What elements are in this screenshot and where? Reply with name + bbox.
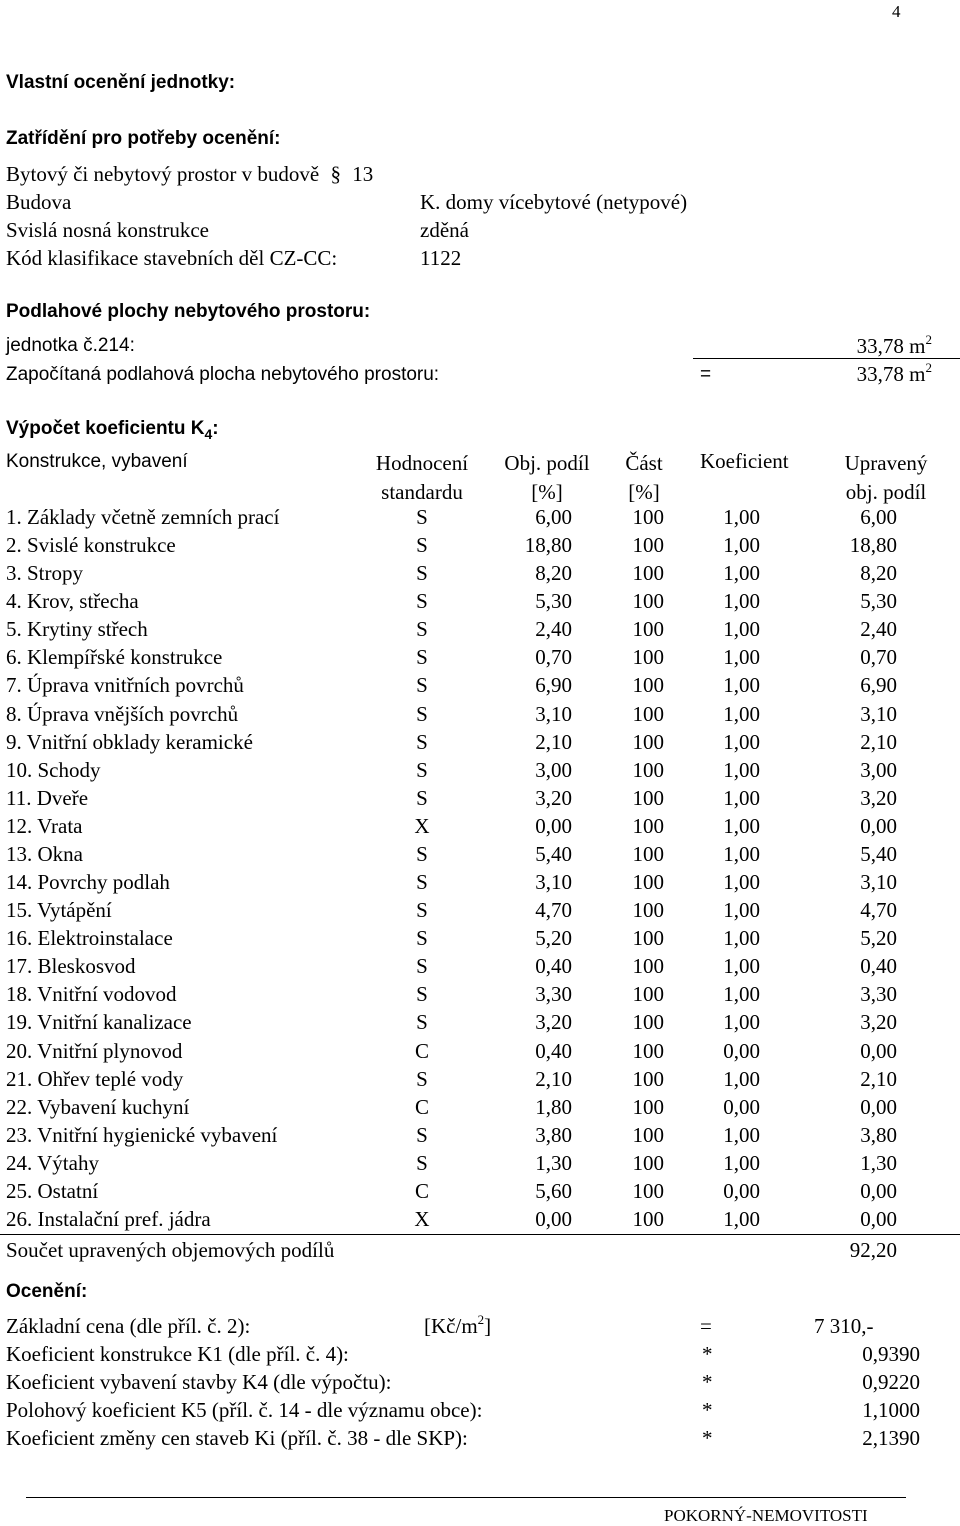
- row-name: 2. Svislé konstrukce: [6, 533, 176, 558]
- row-part: 100: [632, 1122, 664, 1147]
- row-part: 100: [632, 1010, 664, 1035]
- row-name: 19. Vnitřní kanalizace: [6, 1010, 192, 1035]
- row-part: 100: [632, 841, 664, 866]
- row-part: 100: [632, 673, 664, 698]
- table-row: [0, 645, 960, 673]
- classification-line1-ref: 13: [352, 162, 374, 186]
- row-adjusted-share: 2,40: [860, 617, 897, 642]
- table-row: [0, 730, 960, 758]
- row-standard: S: [416, 898, 428, 923]
- row-standard: C: [414, 1178, 430, 1203]
- row-adjusted-share: 0,00: [860, 1094, 897, 1119]
- row-coefficient: 1,00: [723, 785, 760, 810]
- row-adjusted-share: 3,10: [860, 701, 897, 726]
- row-adjusted-share: 8,20: [860, 561, 897, 586]
- row-name: 6. Klempířské konstrukce: [6, 645, 223, 670]
- row-volume-share: 3,30: [535, 982, 572, 1007]
- row-part: 100: [632, 785, 664, 810]
- table-row: [0, 1207, 960, 1235]
- table-row: [0, 898, 960, 926]
- row-standard: C: [414, 1094, 430, 1119]
- row-part: 100: [632, 1066, 664, 1091]
- row-adjusted-share: 0,00: [860, 813, 897, 838]
- classification-label: Budova: [6, 190, 72, 214]
- coefficient-label: Koeficient konstrukce K1 (dle příl. č. 4):: [6, 1342, 349, 1366]
- row-standard: S: [416, 785, 428, 810]
- row-coefficient: 1,00: [723, 1207, 760, 1231]
- counted-area-value: 33,78 $m^2$: [856, 360, 932, 386]
- row-name: 8. Úprava vnějších povrchů: [6, 701, 239, 726]
- row-adjusted-share: 1,30: [860, 1150, 897, 1175]
- table-row: [0, 982, 960, 1010]
- row-coefficient: 1,00: [723, 505, 760, 529]
- coefficient-value: 1,1000: [862, 1398, 920, 1422]
- row-adjusted-share: 2,10: [860, 1066, 897, 1091]
- row-part: 100: [632, 954, 664, 979]
- row-adjusted-share: 3,20: [860, 1010, 897, 1035]
- row-name: 22. Vybavení kuchyní: [6, 1094, 190, 1119]
- row-volume-share: 3,20: [535, 1010, 572, 1035]
- sum-rule-line: [693, 358, 960, 359]
- base-price-label: Základní cena (dle příl. č. 2):: [6, 1314, 251, 1338]
- coefficient-op: *: [702, 1426, 713, 1450]
- row-name: 9. Vnitřní obklady keramické: [6, 729, 253, 754]
- row-standard: S: [416, 645, 428, 670]
- floor-area-heading: Podlahové plochy nebytového prostoru:: [6, 301, 371, 322]
- row-coefficient: 1,00: [723, 841, 760, 866]
- row-part: 100: [632, 757, 664, 782]
- row-volume-share: 6,00: [535, 505, 572, 529]
- row-adjusted-share: 6,90: [860, 673, 897, 698]
- row-volume-share: 2,10: [535, 729, 572, 754]
- row-coefficient: 1,00: [723, 870, 760, 895]
- row-name: 14. Povrchy podlah: [6, 870, 170, 895]
- row-adjusted-share: 6,00: [860, 505, 897, 529]
- row-part: 100: [632, 561, 664, 586]
- classification-value: 1122: [420, 246, 462, 270]
- row-part: 100: [632, 1207, 664, 1231]
- row-standard: X: [414, 813, 430, 838]
- table-row: [0, 1123, 960, 1151]
- row-adjusted-share: 0,00: [860, 1178, 897, 1203]
- row-standard: S: [416, 533, 428, 558]
- coefficient-value: 0,9220: [862, 1370, 920, 1394]
- row-part: 100: [632, 813, 664, 838]
- row-standard: S: [416, 1122, 428, 1147]
- row-adjusted-share: 0,00: [860, 1207, 897, 1231]
- row-volume-share: 3,00: [535, 757, 572, 782]
- row-part: 100: [632, 926, 664, 951]
- base-price-unit: $[Kč/m^2]$: [424, 1312, 492, 1338]
- coefficient-label: Koeficient vybavení stavby K4 (dle výpočtu):: [6, 1370, 392, 1394]
- row-coefficient: 0,00: [723, 1094, 760, 1119]
- row-standard: S: [416, 1066, 428, 1091]
- classification-line1: [6, 162, 373, 187]
- sum-value: 92,20: [849, 1238, 897, 1262]
- valuation-heading: Ocenění:: [6, 1281, 88, 1302]
- row-standard: S: [416, 617, 428, 642]
- row-adjusted-share: 3,20: [860, 785, 897, 810]
- table-row: [0, 561, 960, 589]
- row-standard: X: [414, 1207, 430, 1231]
- row-part: 100: [632, 982, 664, 1007]
- table-row: [0, 1010, 960, 1038]
- classification-label: Kód klasifikace stavebních děl CZ-CC:: [6, 246, 338, 270]
- row-standard: C: [414, 1038, 430, 1063]
- page-number: 4: [892, 2, 901, 21]
- row-name: 1. Základy včetně zemních prací: [6, 505, 280, 529]
- table-row: [0, 954, 960, 982]
- section-heading-own-valuation: Vlastní ocenění jednotky:: [6, 72, 236, 93]
- table-row: [0, 702, 960, 730]
- row-coefficient: 1,00: [723, 673, 760, 698]
- row-adjusted-share: 5,30: [860, 589, 897, 614]
- row-adjusted-share: 2,10: [860, 729, 897, 754]
- row-coefficient: 1,00: [723, 1010, 760, 1035]
- row-coefficient: 1,00: [723, 589, 760, 614]
- row-standard: S: [416, 870, 428, 895]
- row-volume-share: 0,70: [535, 645, 572, 670]
- unit-area-value: 33,78 $m^2$: [856, 332, 932, 358]
- coefficient-label: Koeficient změny cen staveb Ki (příl. č. 38 - dle SKP):: [6, 1426, 468, 1450]
- row-part: 100: [632, 729, 664, 754]
- table-row: [0, 505, 960, 533]
- table-row: [0, 673, 960, 701]
- row-adjusted-share: 0,00: [860, 1038, 897, 1063]
- row-part: 100: [632, 533, 664, 558]
- row-adjusted-share: 5,40: [860, 841, 897, 866]
- base-price-value: 7 310,-: [814, 1314, 874, 1338]
- row-volume-share: 3,80: [535, 1122, 572, 1147]
- footer-rule-line: [466, 1497, 906, 1498]
- row-standard: S: [416, 757, 428, 782]
- coefficient-value: 2,1390: [862, 1426, 920, 1450]
- row-coefficient: 1,00: [723, 982, 760, 1007]
- row-volume-share: 2,40: [535, 617, 572, 642]
- row-coefficient: 1,00: [723, 561, 760, 586]
- counted-area-label: Započítaná podlahová plocha nebytového prostoru:: [6, 364, 440, 385]
- row-name: 21. Ohřev teplé vody: [6, 1066, 184, 1091]
- table-row: [0, 870, 960, 898]
- row-adjusted-share: 3,10: [860, 870, 897, 895]
- table-row: [0, 1151, 960, 1179]
- table-row: [0, 814, 960, 842]
- row-adjusted-share: 0,40: [860, 954, 897, 979]
- row-name: 13. Okna: [6, 841, 83, 866]
- col-header-standard: Hodnocení standardu: [375, 451, 469, 504]
- row-coefficient: 1,00: [723, 1066, 760, 1091]
- row-name: 3. Stropy: [6, 561, 84, 586]
- row-volume-share: 6,90: [535, 673, 572, 698]
- row-coefficient: 1,00: [723, 617, 760, 642]
- row-volume-share: 1,80: [535, 1094, 572, 1119]
- table-row: [0, 1067, 960, 1095]
- row-name: 23. Vnitřní hygienické vybavení: [6, 1122, 278, 1147]
- row-part: 100: [632, 617, 664, 642]
- row-coefficient: 1,00: [723, 813, 760, 838]
- col-header-adjusted-share: Upravený obj. podíl: [844, 451, 928, 504]
- row-coefficient: 1,00: [723, 926, 760, 951]
- row-name: 16. Elektroinstalace: [6, 926, 173, 951]
- table-row: [0, 617, 960, 645]
- row-volume-share: 5,30: [535, 589, 572, 614]
- row-adjusted-share: 5,20: [860, 926, 897, 951]
- table-row: [0, 1179, 960, 1207]
- row-name: 11. Dveře: [6, 785, 89, 810]
- unit-label: jednotka č.214:: [6, 335, 135, 356]
- row-name: 10. Schody: [6, 757, 101, 782]
- table-row: [0, 926, 960, 954]
- row-adjusted-share: 3,00: [860, 757, 897, 782]
- row-standard: S: [416, 1150, 428, 1175]
- row-standard: S: [416, 701, 428, 726]
- row-standard: S: [416, 982, 428, 1007]
- row-name: 24. Výtahy: [6, 1150, 99, 1175]
- row-standard: S: [416, 589, 428, 614]
- row-name: 20. Vnitřní plynovod: [6, 1038, 183, 1063]
- row-adjusted-share: 3,80: [860, 1122, 897, 1147]
- row-coefficient: 1,00: [723, 1150, 760, 1175]
- row-standard: S: [416, 729, 428, 754]
- row-coefficient: 1,00: [723, 1122, 760, 1147]
- row-name: 17. Bleskosvod: [6, 954, 136, 979]
- counted-area-eq: =: [700, 364, 712, 385]
- col-header-part: Část [%]: [625, 451, 663, 504]
- row-name: 12. Vrata: [6, 813, 83, 838]
- k4-heading: Výpočet koeficientu $K_4$:: [6, 418, 219, 442]
- classification-line1-text: Bytový či nebytový prostor v budově: [6, 162, 320, 186]
- row-standard: S: [416, 954, 428, 979]
- table-row: [0, 1039, 960, 1067]
- row-coefficient: 1,00: [723, 701, 760, 726]
- row-name: 18. Vnitřní vodovod: [6, 982, 177, 1007]
- row-standard: S: [416, 1010, 428, 1035]
- row-part: 100: [632, 1094, 664, 1119]
- row-name: 4. Krov, střecha: [6, 589, 139, 614]
- row-volume-share: 3,10: [535, 701, 572, 726]
- row-coefficient: 1,00: [723, 954, 760, 979]
- row-part: 100: [632, 1150, 664, 1175]
- table-row: [0, 786, 960, 814]
- row-part: 100: [632, 870, 664, 895]
- table-row: [0, 533, 960, 561]
- row-volume-share: 2,10: [535, 1066, 572, 1091]
- base-price-op: =: [700, 1314, 712, 1338]
- coefficient-label: Polohový koeficient K5 (příl. č. 14 - dle významu obce):: [6, 1398, 483, 1422]
- table-row: [0, 589, 960, 617]
- table-row: [0, 1095, 960, 1123]
- row-part: 100: [632, 645, 664, 670]
- row-volume-share: 18,80: [524, 533, 572, 558]
- row-coefficient: 0,00: [723, 1178, 760, 1203]
- col-header-coefficient: Koeficient: [700, 449, 789, 473]
- row-coefficient: 0,00: [723, 1038, 760, 1063]
- row-adjusted-share: 0,70: [860, 645, 897, 670]
- row-standard: S: [416, 926, 428, 951]
- table-row: [0, 758, 960, 786]
- row-standard: S: [416, 673, 428, 698]
- row-part: 100: [632, 898, 664, 923]
- coefficient-op: *: [702, 1398, 713, 1422]
- row-adjusted-share: 4,70: [860, 898, 897, 923]
- row-name: 25. Ostatní: [6, 1178, 99, 1203]
- row-volume-share: 5,40: [535, 841, 572, 866]
- row-volume-share: 8,20: [535, 561, 572, 586]
- classification-value: K. domy vícebytové (netypové): [420, 190, 688, 214]
- col-header-name: Konstrukce, vybavení: [6, 451, 188, 472]
- classification-value: zděná: [420, 218, 469, 242]
- section-sign-icon: §: [330, 162, 341, 186]
- coefficient-op: *: [702, 1370, 713, 1394]
- table-bottom-rule: [0, 1234, 960, 1235]
- row-coefficient: 1,00: [723, 645, 760, 670]
- row-volume-share: 0,00: [535, 1207, 572, 1231]
- row-name: 5. Krytiny střech: [6, 617, 148, 642]
- row-volume-share: 5,60: [535, 1178, 572, 1203]
- row-adjusted-share: 18,80: [849, 533, 897, 558]
- row-part: 100: [632, 589, 664, 614]
- row-coefficient: 1,00: [723, 757, 760, 782]
- row-name: 7. Úprava vnitřních povrchů: [6, 673, 244, 698]
- row-standard: S: [416, 561, 428, 586]
- row-part: 100: [632, 1038, 664, 1063]
- row-coefficient: 1,00: [723, 729, 760, 754]
- row-volume-share: 3,10: [535, 870, 572, 895]
- row-volume-share: 3,20: [535, 785, 572, 810]
- row-coefficient: 1,00: [723, 533, 760, 558]
- row-standard: S: [416, 841, 428, 866]
- col-header-volume-share: Obj. podíl [%]: [504, 451, 590, 504]
- row-part: 100: [632, 701, 664, 726]
- sum-label: Součet upravených objemových podílů: [6, 1238, 335, 1262]
- table-row: [0, 842, 960, 870]
- row-volume-share: 1,30: [535, 1150, 572, 1175]
- row-coefficient: 1,00: [723, 898, 760, 923]
- row-volume-share: 0,40: [535, 1038, 572, 1063]
- row-part: 100: [632, 1178, 664, 1203]
- coefficient-op: *: [702, 1342, 713, 1366]
- row-name: 26. Instalační pref. jádra: [6, 1207, 211, 1231]
- classification-heading: Zatřídění pro potřeby ocenění:: [6, 128, 281, 149]
- row-volume-share: 0,00: [535, 813, 572, 838]
- coefficient-value: 0,9390: [862, 1342, 920, 1366]
- row-volume-share: 4,70: [535, 898, 572, 923]
- row-part: 100: [632, 505, 664, 529]
- footer-rule-line: [26, 1497, 466, 1498]
- row-volume-share: 0,40: [535, 954, 572, 979]
- row-standard: S: [416, 505, 428, 529]
- classification-label: Svislá nosná konstrukce: [6, 218, 209, 242]
- footer-text: POKORNÝ-NEMOVITOSTI: [664, 1506, 868, 1525]
- row-volume-share: 5,20: [535, 926, 572, 951]
- row-adjusted-share: 3,30: [860, 982, 897, 1007]
- row-name: 15. Vytápění: [6, 898, 112, 923]
